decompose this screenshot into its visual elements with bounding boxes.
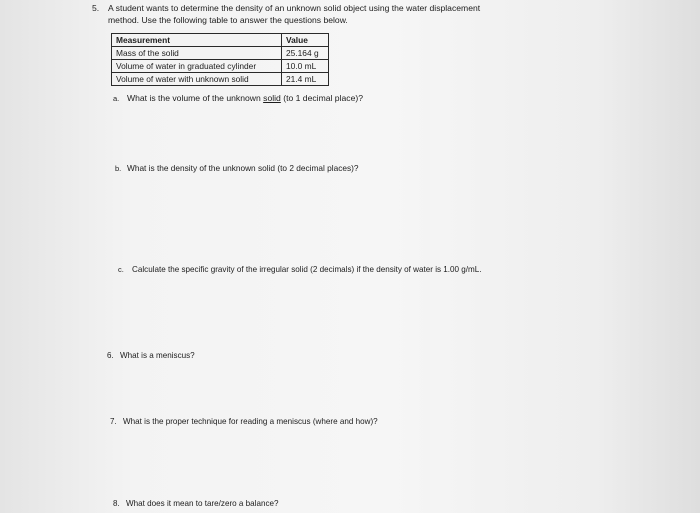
question-5a-label: a. bbox=[113, 94, 120, 103]
table-cell-measurement: Volume of water with unknown solid bbox=[112, 73, 282, 86]
question-5-intro-line2: method. Use the following table to answer the questions below. bbox=[108, 15, 348, 25]
table-cell-value: 25.164 g bbox=[282, 47, 329, 60]
question-5c-label: c. bbox=[118, 265, 124, 274]
measurement-table bbox=[111, 33, 329, 86]
question-6-text: What is a meniscus? bbox=[120, 351, 195, 360]
table-header-value: Value bbox=[282, 34, 329, 47]
question-8-text: What does it mean to tare/zero a balance? bbox=[126, 499, 279, 508]
table-cell-measurement: Mass of the solid bbox=[112, 47, 282, 60]
table-header-row bbox=[112, 34, 329, 47]
question-6-number: 6. bbox=[107, 351, 114, 360]
question-5b-label: b. bbox=[115, 164, 122, 173]
table-cell-value: 21.4 mL bbox=[282, 73, 329, 86]
question-5-number: 5. bbox=[92, 3, 100, 13]
question-7-number: 7. bbox=[110, 417, 117, 426]
question-7-text: What is the proper technique for reading a meniscus (where and how)? bbox=[123, 417, 378, 426]
table-cell-measurement: Volume of water in graduated cylinder bbox=[112, 60, 282, 73]
question-5a-underlined-word: solid bbox=[263, 93, 281, 103]
question-5-intro-line1: A student wants to determine the density of an unknown solid object using the water displacement bbox=[108, 3, 481, 13]
question-5b-text: What is the density of the unknown solid (to 2 decimal places)? bbox=[127, 163, 359, 173]
table-row bbox=[112, 60, 329, 73]
table-row bbox=[112, 47, 329, 60]
table-header-measurement: Measurement bbox=[112, 34, 282, 47]
question-5a-text-after: (to 1 decimal place)? bbox=[280, 93, 363, 103]
question-5a-text-before: What is the volume of the unknown bbox=[127, 93, 264, 103]
question-8-number: 8. bbox=[113, 499, 120, 508]
question-5a-text bbox=[127, 93, 363, 104]
table-cell-value: 10.0 mL bbox=[282, 60, 329, 73]
question-5c-text: Calculate the specific gravity of the irregular solid (2 decimals) if the density of water is 1.00 g/mL. bbox=[132, 265, 482, 274]
table-row bbox=[112, 73, 329, 86]
